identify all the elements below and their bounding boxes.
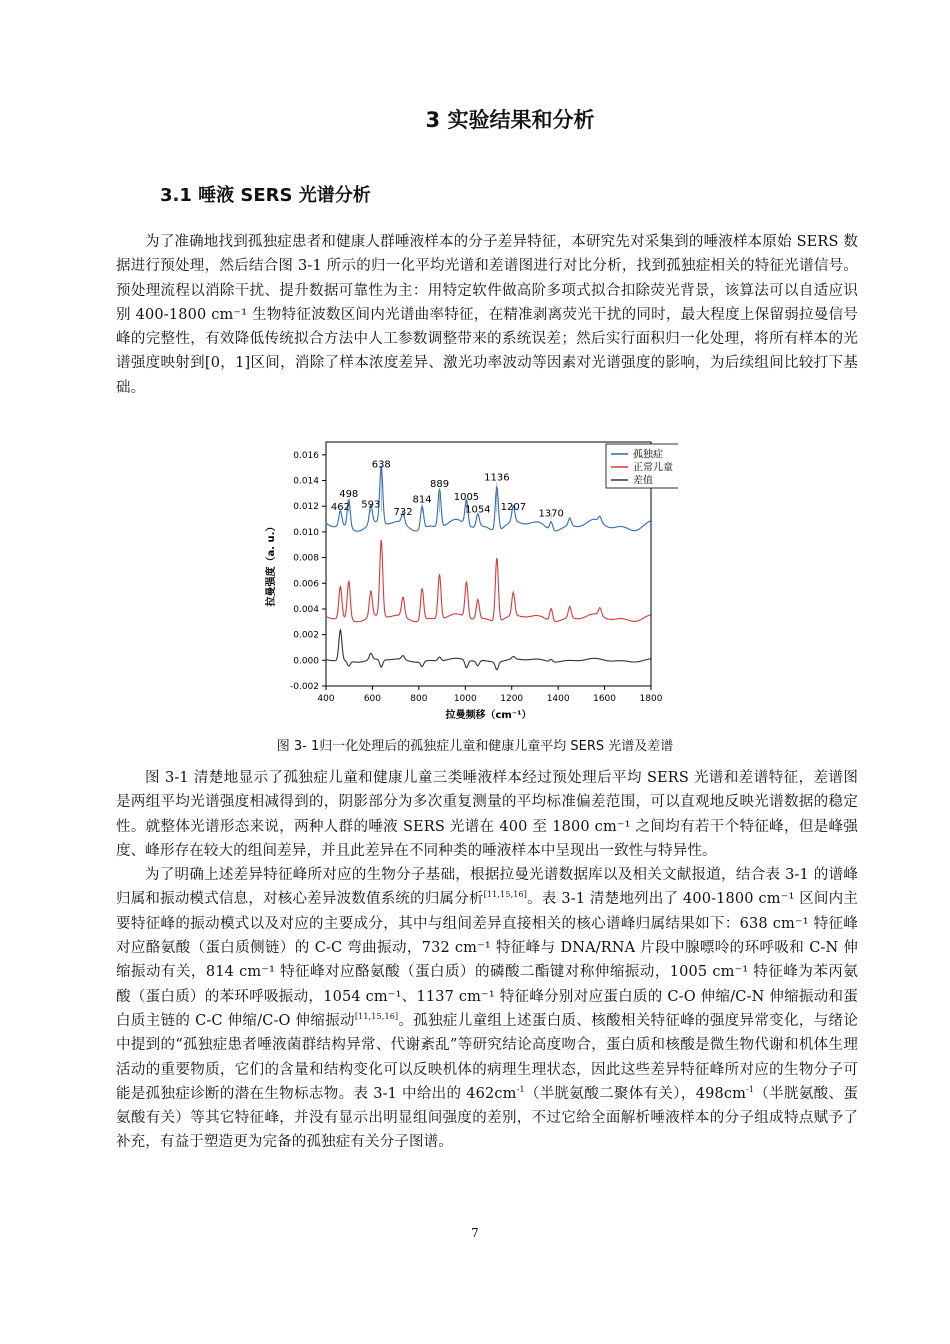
figure-caption: 图 3- 1归一化处理后的孤独症儿童和健康儿童平均 SERS 光谱及差谱 [276, 739, 674, 754]
peak-label: 1005 [453, 491, 480, 503]
series-line-1 [326, 540, 651, 622]
analysis-paragraphs [116, 766, 858, 1155]
legend-label: 差值 [633, 475, 653, 487]
paragraph-3 [116, 863, 858, 1155]
peak-label: 889 [429, 478, 450, 490]
y-tick-label: 0.016 [293, 450, 319, 461]
text-run: （半胱氨酸、蛋氨酸有关）等其它特征峰，并没有显示出明显组间强度的差别，不过它给全面解析唾液样本的分子组成特点赋予了补充，有益于塑造更为完备的孤独症有关分子图谱。 [116, 1085, 858, 1151]
x-tick-label: 400 [317, 694, 335, 704]
peak-label: 814 [412, 494, 432, 506]
y-tick-label: 0.002 [293, 630, 319, 641]
x-tick-label: 600 [363, 694, 382, 704]
peak-label: 1207 [500, 502, 527, 514]
subsection-heading: 3.1 唾液 SERS 光谱分析 [160, 185, 371, 206]
x-tick-label: 1400 [546, 694, 570, 704]
peak-label: 593 [361, 499, 381, 511]
peak-label: 1370 [538, 508, 564, 520]
y-tick-label: 0.000 [293, 656, 319, 667]
x-tick-label: 1000 [453, 694, 477, 704]
y-tick-label: 0.012 [293, 502, 319, 513]
x-tick-label: 1600 [593, 694, 617, 704]
section-heading: 3 实验结果和分析 [425, 108, 595, 132]
x-tick-label: 1200 [500, 694, 524, 704]
page-number: 7 [471, 1226, 479, 1240]
x-tick-label: 800 [410, 694, 428, 704]
paragraph-1: 为了准确地找到孤独症患者和健康人群唾液样本的分子差异特征，本研究先对采集到的唾液样本原始 SERS 数据进行预处理，然后结合图 3-1 所示的归一化平均光谱和差谱图进行对比分析，找到孤独症相关的特征光谱信号。预处理流程以消除干扰、提升数据可靠性为主：用特定软件做高阶多项式拟合扣除荧光背景，该算法可以自适应识别 400-1800 cm⁻¹ 生物特征波数区间内光谱曲率特征，在精准剥离荧光干扰的同时，最大程度上保留弱拉曼信号峰的完整性，有效降低传统拟合方法中人工参数调整带来的系统误差；然后实行面积归一化处理，将所有样本的光谱强度映射到[0，1]区间，消除了样本浓度差异、激光功率波动等因素对光谱强度的影响，为后续组间比较打下基础。 [116, 234, 858, 396]
peak-label: 498 [339, 489, 359, 501]
peak-label: 1054 [465, 504, 491, 516]
y-tick-label: 0.006 [293, 579, 319, 590]
y-axis-label: 拉曼强度（a. u.） [266, 521, 277, 607]
peak-label: 1136 [484, 472, 510, 484]
legend-label: 孤独症 [633, 449, 663, 461]
x-axis-label: 拉曼频移（cm⁻¹） [445, 710, 532, 721]
y-tick-label: 0.014 [293, 476, 319, 487]
series-line-2 [326, 630, 651, 670]
y-tick-label: 0.008 [293, 553, 319, 564]
peak-label: 638 [371, 459, 391, 471]
text-run: 。孤独症儿童组上述蛋白质、核酸相关特征峰的强度异常变化，与绪论中提到的“孤独症患者唾液菌群结构异常、代谢紊乱”等研究结论高度吻合，蛋白质和核酸是微生物代谢和机体生理活动的重要物质，它们的含量和结构变化可以反映机体的病理生理状态，因此这些差异特征峰所对应的生物分子可能是孤独症诊断的潜在生物标志物。表 3-1 中给出的 462cm [116, 1012, 858, 1102]
y-tick-label: 0.004 [293, 604, 319, 615]
x-tick-label: 1800 [639, 694, 663, 704]
raman-spectra-chart [258, 430, 678, 730]
peak-label: 732 [393, 507, 413, 519]
text-run: 。表 3-1 清楚地列出了 400-1800 cm⁻¹ 区间内主要特征峰的振动模式以及对应的主要成分，其中与组间差异直接相关的核心谱峰归属结果如下：638 cm⁻¹ 特征峰对应酪氨酸（蛋白质侧链）的 C-C 弯曲振动，732 cm⁻¹ 特征峰与 DNA/RNA 片段中腺嘌呤的环呼吸和 C-N 伸缩振动有关，814 cm⁻¹ 特征峰对应酪氨酸（蛋白质）的磷酸二酯键对称伸缩振动，1005 cm⁻¹ 特征峰为苯丙氨酸（蛋白质）的苯环呼吸振动，1054 cm⁻¹、1137 cm⁻¹ 特征峰分别对应蛋白质的 C-O 伸缩/C-N 伸缩振动和蛋白质主链的 C-C 伸缩/C-O 伸缩振动 [116, 891, 858, 1029]
citation-ref: [11,15,16] [483, 890, 528, 900]
citation-ref: [11,15,16] [354, 1012, 399, 1022]
text-run: （半胱氨酸二聚体有关），498cm [524, 1085, 747, 1102]
legend-label: 正常儿童 [633, 462, 673, 474]
superscript: -1 [516, 1085, 525, 1095]
y-tick-label: -0.002 [289, 682, 319, 692]
peak-label: 462 [330, 502, 350, 514]
y-tick-label: 0.010 [293, 527, 319, 538]
superscript: -1 [746, 1085, 755, 1095]
intro-paragraph [116, 230, 858, 400]
paragraph-2: 图 3-1 清楚地显示了孤独症儿童和健康儿童三类唾液样本经过预处理后平均 SERS 光谱和差谱特征，差谱图是两组平均光谱强度相减得到的，阴影部分为多次重复测量的平均标准偏差范围，可以直观地反映光谱数据的稳定性。就整体光谱形态来说，两种人群的唾液 SERS 光谱在 400 至 1800 cm⁻¹ 之间均有若干个特征峰，但是峰强度、峰形存在较大的组间差异，并且此差异在不同种类的唾液样本中呈现出一致性与特异性。 [116, 770, 858, 859]
text-run: 为了明确上述差异特征峰所对应的生物分子基础，根据拉曼光谱数据库以及相关文献报道，结合表 3-1 的谱峰归属和振动模式信息，对核心差异波数值系统的归属分析 [116, 867, 858, 908]
